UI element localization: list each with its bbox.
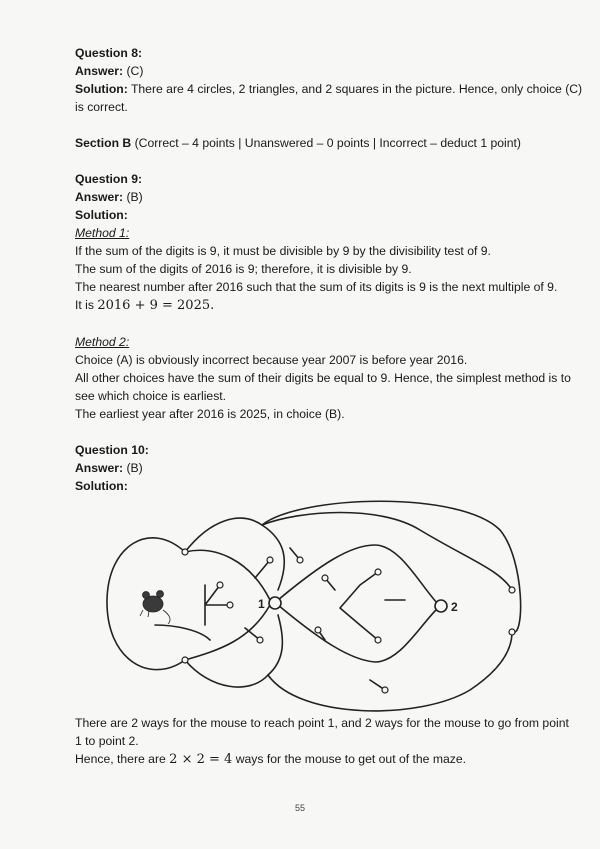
q10-answer-label: Answer: — [75, 461, 124, 475]
q9-result-math: 2016 + 9 = 2025. — [97, 298, 215, 313]
q9-result-prefix: It is — [75, 298, 98, 312]
q8-solution-text: There are 4 circles, 2 triangles, and 2 squares in the picture. Hence, only choice (C) — [127, 82, 583, 96]
maze-point-2-label: 2 — [451, 600, 458, 614]
maze-deadend — [382, 687, 388, 693]
maze-deadend — [322, 575, 328, 581]
maze-deadend — [182, 549, 188, 555]
q8-solution-cont: is correct. — [75, 100, 128, 114]
section-b-label: Section B — [75, 136, 132, 150]
maze-deadend — [257, 637, 263, 643]
maze-branch-d — [340, 572, 378, 640]
section-b-rule: (Correct – 4 points | Unanswered – 0 points | Incorrect – deduct 1 point) — [131, 136, 521, 150]
maze-wall-inner-bottom2 — [268, 615, 282, 675]
maze-path-lower — [278, 605, 438, 662]
maze-path-outer-upper — [262, 513, 512, 591]
maze-branch-a — [155, 625, 210, 640]
q9-answer-label: Answer: — [75, 190, 124, 204]
q9-title: Question 9: — [75, 172, 143, 186]
q9-method2-line: Choice (A) is obviously incorrect because year 2007 is before year 2016. — [75, 353, 468, 367]
maze-wall-bottom — [185, 632, 512, 711]
q10-conclusion — [75, 750, 570, 769]
q10-title: Question 10: — [75, 443, 149, 457]
q10-answer-value: (B) — [123, 461, 143, 475]
maze-deadend — [315, 627, 321, 633]
q8-solution-label: Solution: — [75, 82, 128, 96]
q9-method1-line: The nearest number after 2016 such that the sum of its digits is 9 is the next multiple of 9. — [75, 280, 558, 294]
q9-method1-line: The sum of the digits of 2016 is 9; therefore, it is divisible by 9. — [75, 262, 412, 276]
page-number: 55 — [294, 803, 305, 813]
q9-method1-line: If the sum of the digits is 9, it must be divisible by 9 by the divisibility test of 9. — [75, 244, 491, 258]
q10-explanation-line: There are 2 ways for the mouse to reach point 1, and 2 ways for the mouse to go from point — [75, 716, 569, 730]
maze-wall-top — [185, 501, 521, 632]
q8-answer-label: Answer: — [75, 64, 124, 78]
q9-method2-line: see which choice is earliest. — [75, 389, 227, 403]
maze-deadend — [375, 569, 381, 575]
maze-path-upper — [278, 545, 438, 604]
maze-deadend — [375, 637, 381, 643]
q9-answer-value: (B) — [123, 190, 143, 204]
q8-answer-value: (C) — [123, 64, 144, 78]
q9-solution-label: Solution: — [75, 208, 128, 222]
q8-title: Question 8: — [75, 46, 143, 60]
q10-conclusion-prefix: Hence, there are — [75, 752, 170, 766]
q10-solution-label: Solution: — [75, 479, 128, 493]
q10-conclusion-math: 2 × 2 = 4 — [169, 752, 233, 767]
q9-method2-title: Method 2: — [75, 335, 130, 349]
mouse-icon — [140, 591, 170, 625]
maze-wall-inner-top2 — [262, 525, 284, 590]
q10-explanation — [75, 714, 570, 769]
maze-deadend — [227, 602, 233, 608]
q9-method2-line: The earliest year after 2016 is 2025, in choice (B). — [75, 407, 345, 421]
maze-deadend — [509, 587, 515, 593]
q9-method1-title: Method 1: — [75, 226, 130, 240]
q10-explanation-line: 1 to point 2. — [75, 734, 139, 748]
maze-deadend — [297, 557, 303, 563]
maze-branch-y — [205, 585, 230, 625]
q10-conclusion-suffix: ways for the mouse to get out of the maze. — [232, 752, 467, 766]
q9-method2-line: All other choices have the sum of their digits be equal to 9. Hence, the simplest method is to — [75, 371, 571, 385]
maze-point-2 — [435, 600, 447, 612]
maze-point-1-label: 1 — [258, 597, 265, 611]
maze-point-1 — [269, 597, 281, 609]
maze-deadend — [217, 582, 223, 588]
maze-deadend — [182, 657, 188, 663]
maze-deadend — [267, 557, 273, 563]
maze-deadend — [509, 629, 515, 635]
